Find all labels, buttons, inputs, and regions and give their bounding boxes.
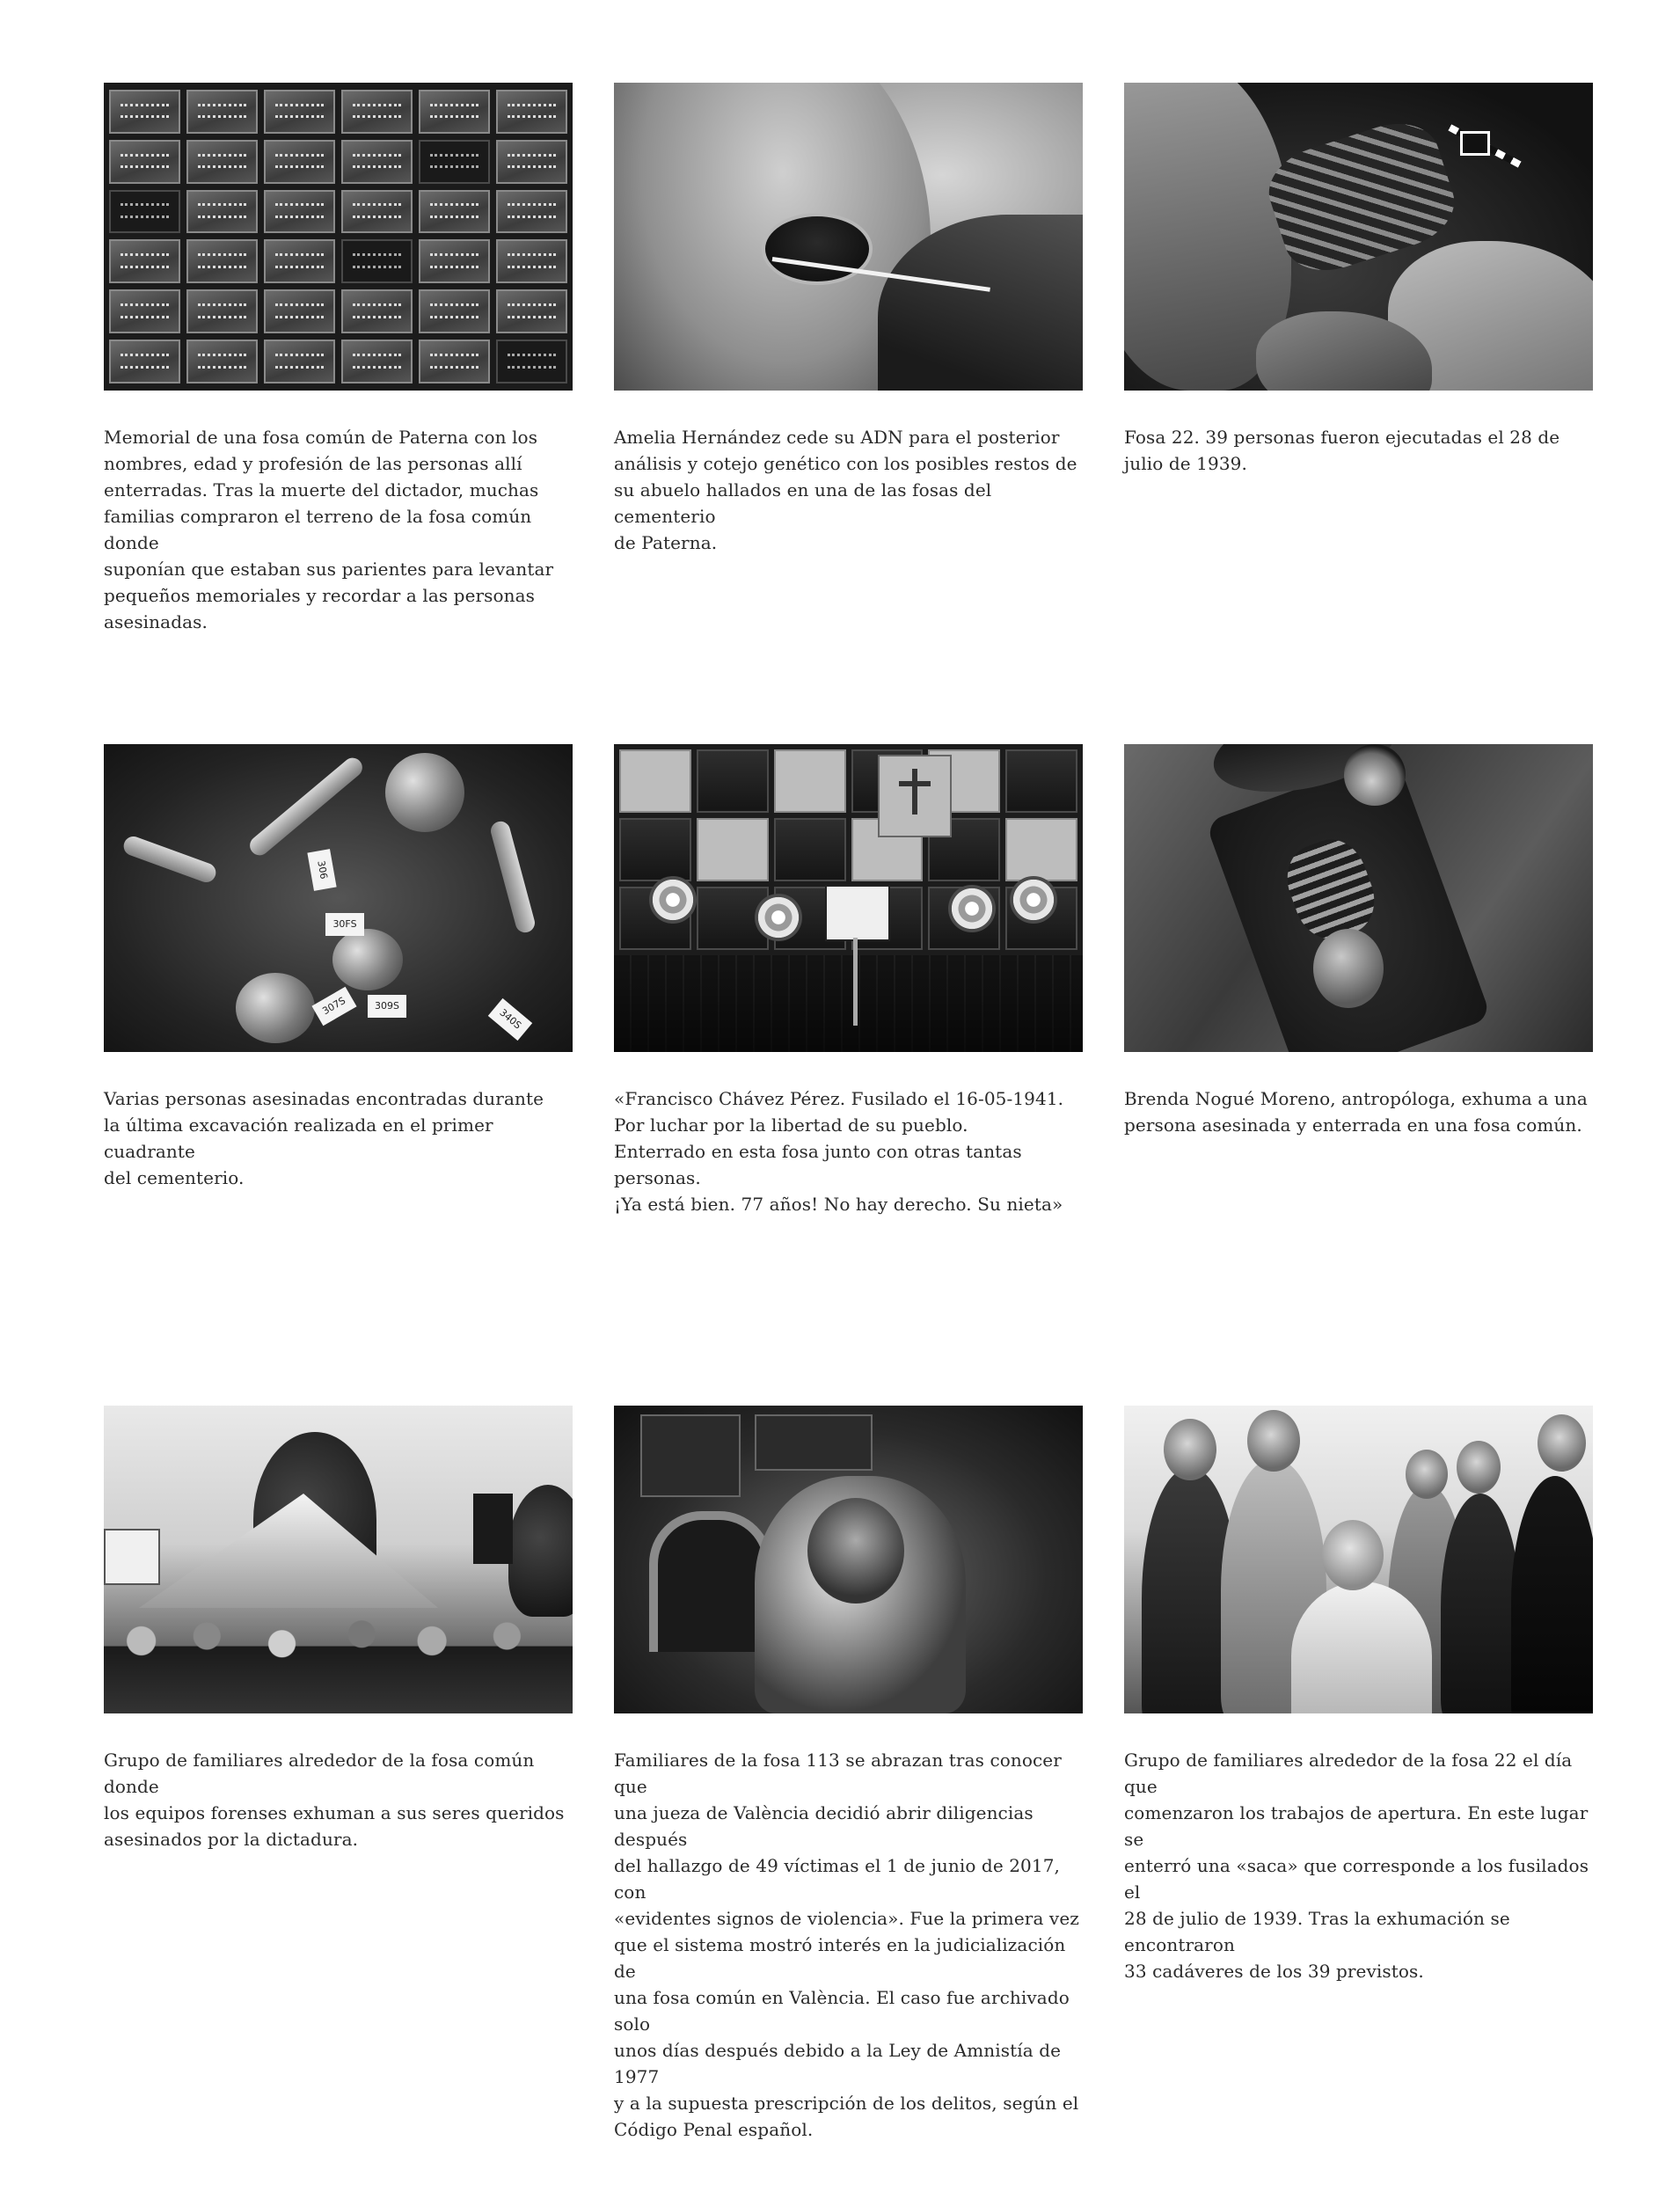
photo-caption: Familiares de la fosa 113 se abrazan tras conocer que una jueza de València decidió abrir diligencias después del hallazgo de 49 víctimas el 1 de junio de 2017, con «evidentes signos de violencia». Fue la primera vez que el sistema mostró interés en la judicialización de una fosa común en València. El caso fue archivado solo unos días después debido a la Ley de Amnistía de 1977 y a la supuesta prescripción de los delitos, según el Código Penal español. bbox=[614, 1750, 1079, 2140]
cemetery-niche-photo bbox=[614, 744, 1083, 1052]
evidence-tag: 307S bbox=[311, 987, 356, 1026]
families-group-photo bbox=[1124, 1406, 1593, 1713]
grave-photo bbox=[1124, 83, 1593, 391]
plaque-grid bbox=[109, 90, 567, 384]
excavated-remains-photo bbox=[104, 744, 573, 1052]
photo-card-1 bbox=[104, 83, 573, 635]
dna-swab-photo bbox=[614, 83, 1083, 391]
photo-caption: Fosa 22. 39 personas fueron ejecutadas el 28 de julio de 1939. bbox=[1124, 427, 1560, 474]
photo-caption: Brenda Nogué Moreno, antropóloga, exhuma a una persona asesinada y enterrada en una fosa común. bbox=[1124, 1088, 1588, 1136]
photo-card-2 bbox=[614, 83, 1083, 556]
evidence-tag: 340S bbox=[488, 998, 532, 1041]
evidence-tag: 306 bbox=[307, 849, 336, 891]
photo-caption: Memorial de una fosa común de Paterna con los nombres, edad y profesión de las personas allí enterradas. Tras la muerte del dictador, muchas familias compraron el terreno de la fosa común donde suponían que estaban sus parientes para levantar pequeños memoriales y recordar a las personas asesinadas. bbox=[104, 427, 554, 632]
family-embrace-photo bbox=[614, 1406, 1083, 1713]
tribute-sign bbox=[825, 885, 890, 941]
memorial-plaques-photo bbox=[104, 83, 573, 391]
photo-card-9 bbox=[1124, 1406, 1593, 1984]
photo-card-5 bbox=[614, 744, 1083, 1217]
families-tent-photo bbox=[104, 1406, 573, 1713]
photo-caption: Grupo de familiares alrededor de la fosa 22 el día que comenzaron los trabajos de apertura. En este lugar se enterró una «saca» que corresponde a los fusilados el 28 de julio de 1939. Tras la exhumación se encontraron 33 cadáveres de los 39 previstos. bbox=[1124, 1750, 1589, 1982]
anthropologist-photo bbox=[1124, 744, 1593, 1052]
photo-caption: Amelia Hernández cede su ADN para el posterior análisis y cotejo genético con los posibles restos de su abuelo hallados en una de las fosas del cementerio de Paterna. bbox=[614, 427, 1077, 553]
photo-card-6 bbox=[1124, 744, 1593, 1138]
photo-card-4 bbox=[104, 744, 573, 1191]
photo-caption: «Francisco Chávez Pérez. Fusilado el 16-05-1941. Por luchar por la libertad de su pueblo. Enterrado en esta fosa junto con otras tantas personas. ¡Ya está bien. 77 años! No hay derecho. Su nieta» bbox=[614, 1088, 1064, 1215]
photo-card-7 bbox=[104, 1406, 573, 1852]
evidence-tag: 30FS bbox=[325, 913, 364, 936]
photo-card-3 bbox=[1124, 83, 1593, 477]
photo-caption: Varias personas asesinadas encontradas durante la última excavación realizada en el primer cuadrante del cementerio. bbox=[104, 1088, 544, 1188]
photo-caption: Grupo de familiares alrededor de la fosa común donde los equipos forenses exhuman a sus seres queridos asesinados por la dictadura. bbox=[104, 1750, 565, 1850]
evidence-tag: 309S bbox=[368, 995, 406, 1018]
photo-card-8 bbox=[614, 1406, 1083, 2143]
